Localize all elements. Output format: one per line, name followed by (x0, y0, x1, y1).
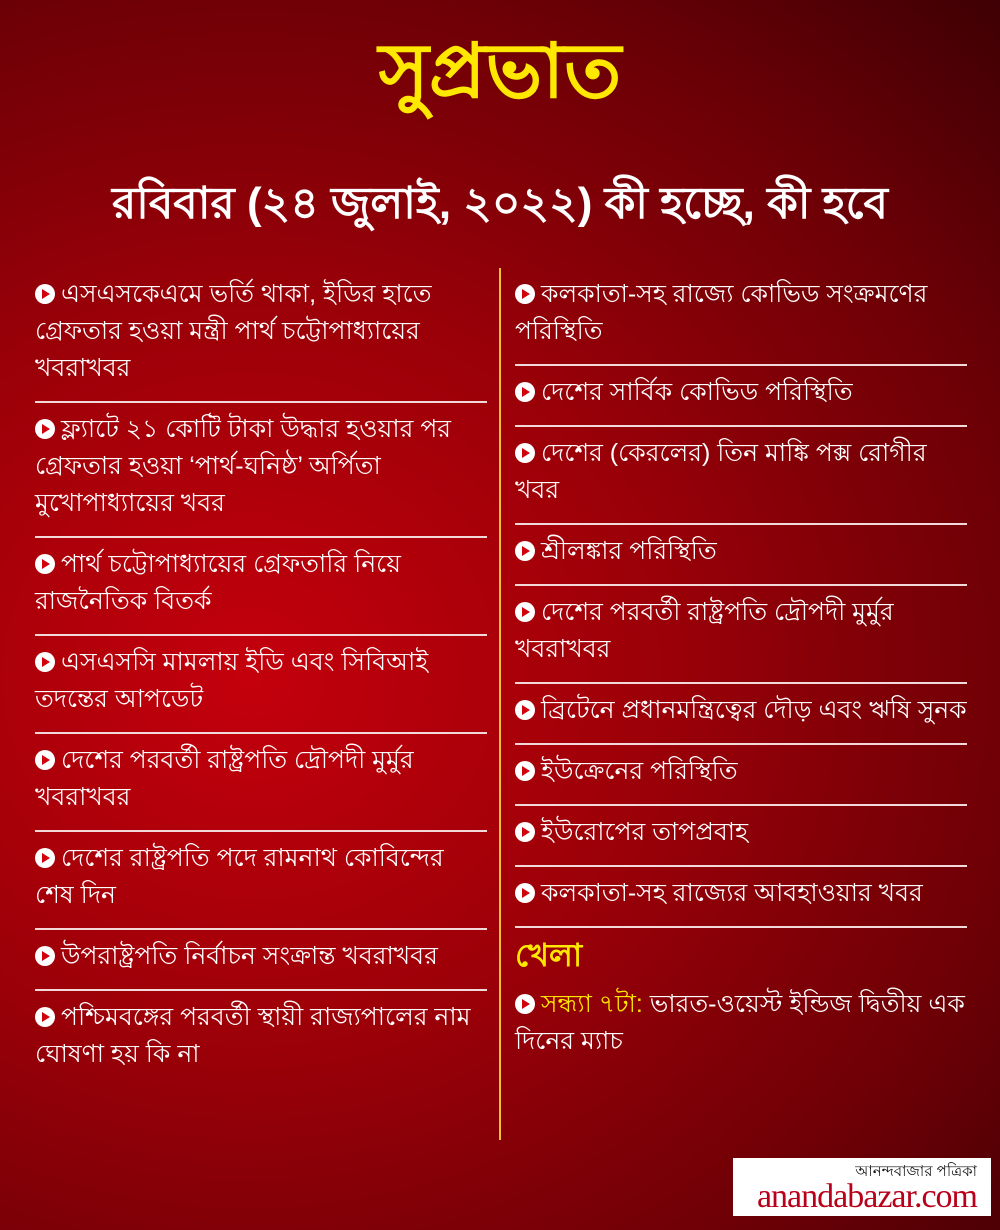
play-bullet-icon (515, 443, 535, 463)
list-item (35, 538, 487, 636)
list-item-text: ইউক্রেনের পরিস্থিতি (541, 757, 738, 785)
page-subtitle: রবিবার (২৪ জুলাই, ২০২২) কী হচ্ছে, কী হবে (112, 179, 888, 228)
play-bullet-icon (35, 554, 55, 574)
list-item-text: দেশের রাষ্ট্রপতি পদে রামনাথ কোবিন্দের শেষ দিন (35, 844, 444, 909)
play-bullet-icon (515, 602, 535, 622)
list-item (515, 867, 967, 928)
right-column (515, 268, 967, 1074)
play-bullet-icon (35, 652, 55, 672)
list-item (35, 832, 487, 930)
play-bullet-icon (35, 946, 55, 966)
list-item-text: দেশের সার্বিক কোভিড পরিস্থিতি (541, 378, 853, 406)
play-bullet-icon (515, 994, 535, 1014)
list-item-text: ব্রিটেনে প্রধানমন্ত্রিত্বের দৌড় এবং ঋষি সুনক (541, 696, 967, 724)
list-item (515, 586, 967, 684)
list-item-text: দেশের পরবর্তী রাষ্ট্রপতি দ্রৌপদী মুর্মুর খবরাখবর (35, 746, 414, 811)
list-item (515, 268, 967, 366)
list-item-text: দেশের (কেরলের) তিন মাঙ্কি পক্স রোগীর খবর (515, 439, 927, 504)
left-column (35, 268, 487, 1087)
list-item-text: ফ্ল্যাটে ২১ কোটি টাকা উদ্ধার হওয়ার পর গ্রেফতার হওয়া ‘পার্থ-ঘনিষ্ঠ’ অর্পিতা মুখোপাধ্যায়ের খবর (35, 415, 452, 517)
list-item (515, 525, 967, 586)
list-item-text: কলকাতা-সহ রাজ্যের আবহাওয়ার খবর (541, 879, 923, 907)
list-item-text: এসএসকেএমে ভর্তি থাকা, ইডির হাতে গ্রেফতার হওয়া মন্ত্রী পার্থ চট্টোপাধ্যায়ের খবরাখবর (35, 280, 432, 382)
column-divider (499, 268, 501, 1140)
play-bullet-icon (35, 419, 55, 439)
list-item-text: শ্রীলঙ্কার পরিস্থিতি (541, 537, 717, 565)
list-item (515, 806, 967, 867)
play-bullet-icon (515, 883, 535, 903)
list-item-text: কলকাতা-সহ রাজ্যে কোভিড সংক্রমণের পরিস্থিতি (515, 280, 928, 345)
list-item (35, 403, 487, 538)
play-bullet-icon (35, 750, 55, 770)
play-bullet-icon (515, 382, 535, 402)
sports-text: ভারত-ওয়েস্ট ইন্ডিজ দ্বিতীয় এক দিনের ম্যাচ (515, 990, 965, 1055)
play-bullet-icon (35, 284, 55, 304)
sports-item (515, 978, 967, 1074)
play-bullet-icon (515, 761, 535, 781)
list-item (35, 636, 487, 734)
list-item (35, 268, 487, 403)
list-item (35, 991, 487, 1087)
logo-english: anandabazar.com (756, 1178, 977, 1215)
list-item (515, 684, 967, 745)
list-item-text: উপরাষ্ট্রপতি নির্বাচন সংক্রান্ত খবরাখবর (61, 942, 438, 970)
play-bullet-icon (515, 700, 535, 720)
play-bullet-icon (35, 848, 55, 868)
list-item-text: পশ্চিমবঙ্গের পরবর্তী স্থায়ী রাজ্যপালের নাম ঘোষণা হয় কি না (35, 1003, 471, 1068)
list-item-text: পার্থ চট্টোপাধ্যায়ের গ্রেফতারি নিয়ে রাজনৈতিক বিতর্ক (35, 550, 401, 615)
list-item (35, 734, 487, 832)
list-item (515, 745, 967, 806)
play-bullet-icon (515, 822, 535, 842)
play-bullet-icon (35, 1007, 55, 1027)
play-bullet-icon (515, 284, 535, 304)
sports-time: সন্ধ্যা ৭টা: (541, 990, 643, 1018)
logo-bengali: আনন্দবাজার পত্রিকা (855, 1163, 977, 1180)
sports-heading: খেলা (515, 937, 583, 973)
play-bullet-icon (515, 541, 535, 561)
list-item (35, 930, 487, 991)
list-item-text: এসএসসি মামলায় ইডি এবং সিবিআই তদন্তের আপডেট (35, 648, 429, 713)
list-item (515, 366, 967, 427)
page-title: সুপ্রভাত (378, 29, 622, 114)
list-item-text: ইউরোপের তাপপ্রবাহ (541, 818, 749, 846)
list-item (515, 427, 967, 525)
right-list (515, 268, 967, 928)
anandabazar-logo (733, 1158, 991, 1216)
list-item-text: দেশের পরবর্তী রাষ্ট্রপতি দ্রৌপদী মুর্মুর খবরাখবর (515, 598, 894, 663)
